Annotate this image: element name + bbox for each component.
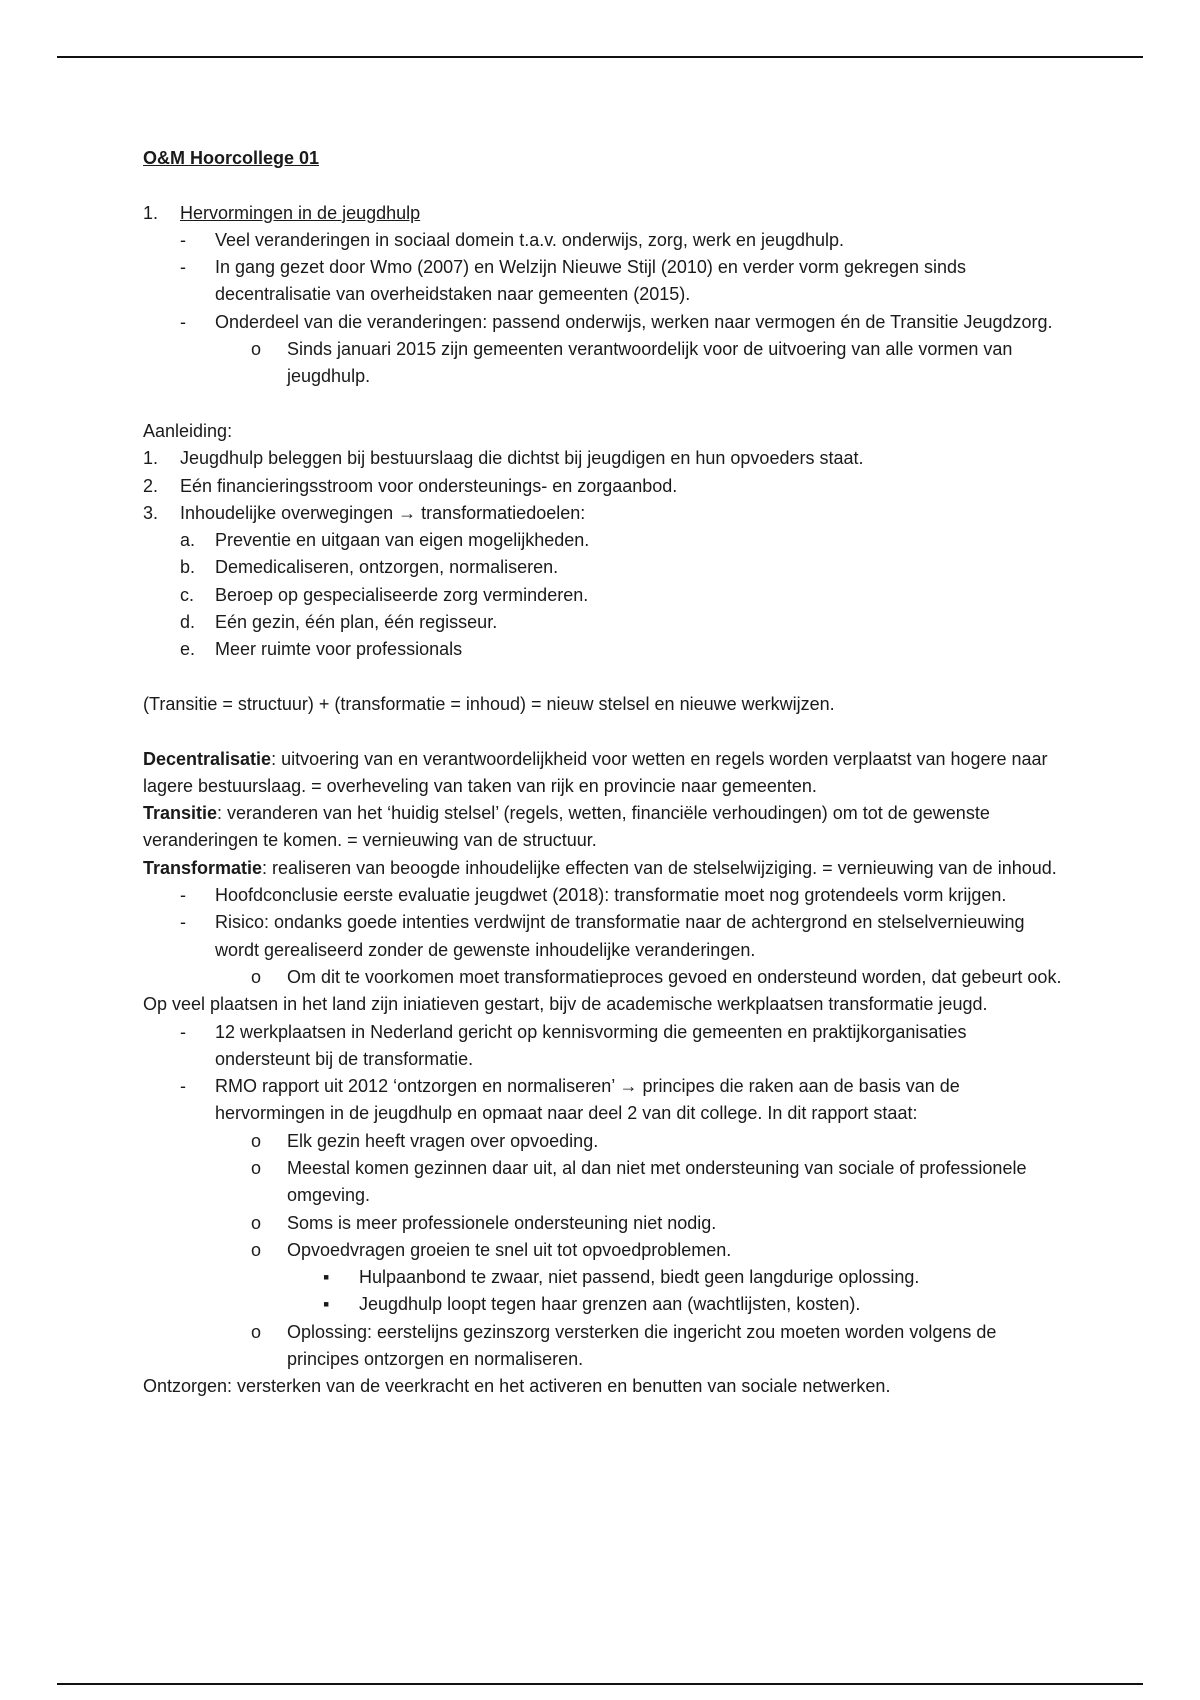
document-body (143, 145, 1063, 1401)
list-item: 3. Inhoudelijke overwegingen → transformatiedoelen: (143, 502, 586, 523)
definition-decentralisatie: Decentralisatie: uitvoering van en verantwoordelijkheid voor wetten en regels worden verplaatst van hogere naar lagere bestuurslaag. = overheveling van taken van rijk en provincie naar gemeenten. (143, 748, 1048, 796)
list-item: o Sinds januari 2015 zijn gemeenten verantwoordelijk voor de uitvoering van alle vormen van jeugdhulp. (143, 336, 1063, 391)
list-item: - RMO rapport uit 2012 ‘ontzorgen en normaliseren’ → principes die raken aan de basis van de hervormingen in de jeugdhulp en opmaat naar deel 2 van dit college. In dit rapport staat: (143, 1073, 1063, 1128)
footer-rule (57, 1683, 1143, 1685)
dash-bullet: - (180, 885, 186, 906)
circle-bullet: o (251, 966, 262, 987)
circle-bullet: o (251, 1239, 262, 1260)
definition-transformatie: Transformatie: realiseren van beoogde inhoudelijke effecten van de stelselwijziging. = vernieuwing van de inhoud. (143, 857, 1057, 878)
circle-bullet: o (251, 1321, 262, 1342)
initiatieven-paragraph: Op veel plaatsen in het land zijn iniatieven gestart, bijv de academische werkplaatsen transformatie jeugd. (143, 994, 988, 1015)
ontzorgen-paragraph: Ontzorgen: versterken van de veerkracht en het activeren en benutten van sociale netwerken. (143, 1376, 891, 1397)
list-item: - Onderdeel van die veranderingen: passend onderwijs, werken naar vermogen én de Transitie Jeugdzorg. (143, 309, 1063, 336)
list-item: o Om dit te voorkomen moet transformatieproces gevoed en ondersteund worden, dat gebeurt ook. (143, 964, 1063, 991)
list-item: e. Meer ruimte voor professionals (180, 639, 463, 660)
list-item: o Opvoedvragen groeien te snel uit tot opvoedproblemen. (143, 1237, 1063, 1264)
list-item: o Elk gezin heeft vragen over opvoeding. (143, 1128, 1063, 1155)
document-title: O&M Hoorcollege 01 (143, 148, 320, 168)
list-item: a. Preventie en uitgaan van eigen mogelijkheden. (180, 530, 590, 551)
list-item: d. Eén gezin, één plan, één regisseur. (180, 612, 498, 633)
dash-bullet: - (180, 311, 186, 332)
square-bullet: ▪ (323, 1267, 330, 1288)
dash-bullet: - (180, 1021, 186, 1042)
dash-bullet: - (180, 912, 186, 933)
list-item: o Meestal komen gezinnen daar uit, al dan niet met ondersteuning van sociale of professionele omgeving. (143, 1155, 1063, 1210)
list-item: c. Beroep op gespecialiseerde zorg verminderen. (180, 584, 589, 605)
list-item: - In gang gezet door Wmo (2007) en Welzijn Nieuwe Stijl (2010) en verder vorm gekregen sinds decentralisatie van overheidstaken naar gemeenten (2015). (143, 254, 1063, 309)
dash-bullet: - (180, 257, 186, 278)
section-number: 1. (143, 202, 159, 223)
list-item: - 12 werkplaatsen in Nederland gericht op kennisvorming die gemeenten en praktijkorganisaties ondersteunt bij de transformatie. (143, 1019, 1063, 1074)
list-item: 1. Jeugdhulp beleggen bij bestuurslaag die dichtst bij jeugdigen en hun opvoeders staat. (143, 448, 864, 469)
list-item: 2. Eén financieringsstroom voor ondersteunings- en zorgaanbod. (143, 475, 678, 496)
section-title: Hervormingen in de jeugdhulp (180, 202, 421, 223)
list-item: ▪ Jeugdhulp loopt tegen haar grenzen aan (wachtlijsten, kosten). (143, 1291, 1063, 1318)
definition-transitie: Transitie: veranderen van het ‘huidig stelsel’ (regels, wetten, financiële verhoudingen) om tot de gewenste veranderingen te komen. = vernieuwing van de structuur. (143, 803, 990, 851)
formula-paragraph: (Transitie = structuur) + (transformatie = inhoud) = nieuw stelsel en nieuwe werkwijzen. (143, 693, 835, 714)
aanleiding-label: Aanleiding: (143, 420, 233, 441)
circle-bullet: o (251, 1157, 262, 1178)
square-bullet: ▪ (323, 1294, 330, 1315)
circle-bullet: o (251, 1130, 262, 1151)
list-item: - Veel veranderingen in sociaal domein t.a.v. onderwijs, zorg, werk en jeugdhulp. (143, 227, 1063, 254)
list-item: ▪ Hulpaanbond te zwaar, niet passend, biedt geen langdurige oplossing. (143, 1264, 1063, 1291)
circle-bullet: o (251, 339, 262, 360)
dash-bullet: - (180, 229, 186, 250)
list-item: b. Demedicaliseren, ontzorgen, normaliseren. (180, 557, 559, 578)
dash-bullet: - (180, 1076, 186, 1097)
header-rule (57, 56, 1143, 58)
list-item: o Soms is meer professionele ondersteuning niet nodig. (143, 1210, 1063, 1237)
list-item: - Risico: ondanks goede intenties verdwijnt de transformatie naar de achtergrond en stelselvernieuwing wordt gerealiseerd zonder de gewenste inhoudelijke veranderingen. (143, 909, 1063, 964)
section-heading (143, 200, 1063, 227)
circle-bullet: o (251, 1212, 262, 1233)
list-item: - Hoofdconclusie eerste evaluatie jeugdwet (2018): transformatie moet nog grotendeels vorm krijgen. (143, 882, 1063, 909)
list-item: o Oplossing: eerstelijns gezinszorg versterken die ingericht zou moeten worden volgens de principes ontzorgen en normaliseren. (143, 1319, 1063, 1374)
